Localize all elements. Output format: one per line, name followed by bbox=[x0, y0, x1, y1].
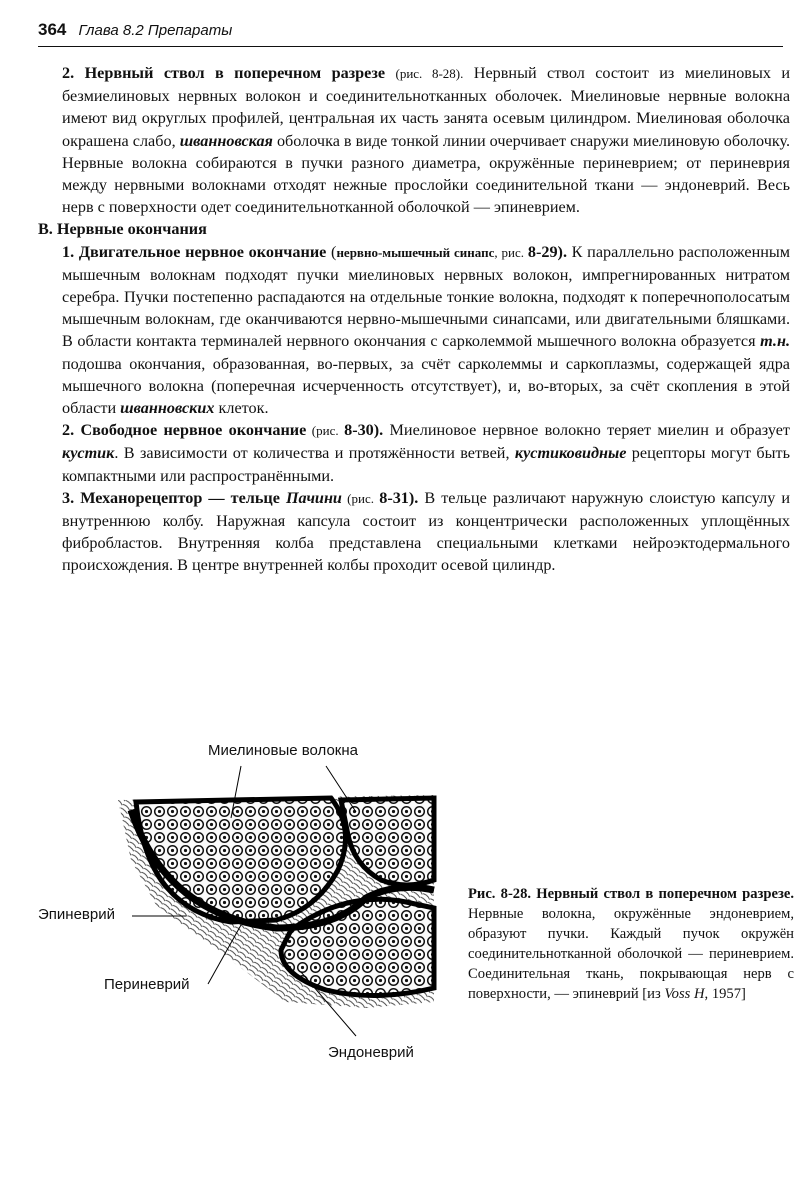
abbreviation: т.н. bbox=[760, 332, 790, 351]
paragraph-motor-ending bbox=[38, 241, 790, 420]
figure-ref-prefix: (рис. bbox=[306, 423, 345, 439]
page-number: 364 bbox=[38, 20, 67, 39]
caption-number: Рис. 8-28. bbox=[468, 886, 532, 902]
figure-ref: (рис. 8-28). bbox=[395, 66, 464, 81]
paragraph-text: подошва окончания, образованная, во-первых, за счёт сарколеммы и саркоплазмы, содержащей ядра мышечного волокна (поперечная исчерченность отсутствует), и, во-вторых, за счёт скопления в этой области bbox=[62, 354, 790, 418]
paragraph-text: К параллельно расположенным мышечным волокнам подходят пучки миелиновых нервных волокон, импрегнированных нитратом серебра. Пучки постепенно распадаются на отдельные тонкие волокна, подходят к поперечнополосатым мышечным волокнам, где оканчиваются нервно-мышечными синапсами, или двигательными бляшками. В области контакта терминалей нервного окончания с сарколеммой мышечного волокна образуется bbox=[62, 242, 791, 351]
paragraph-text: клеток. bbox=[214, 399, 269, 418]
paragraph-text: Нервный ствол состоит из миелиновых и безмиелиновых нервных волокон и соединительнотканных оболочек. Миелиновые нервные волокна имеют вид округлых профилей, центральная их часть занята осевым цилиндром. Миелиновая оболочка окрашена слабо, bbox=[62, 64, 791, 150]
label-myelin-fibers: Миелиновые волокна bbox=[208, 742, 358, 759]
paragraph-nerve-trunk bbox=[38, 62, 790, 218]
paragraph-mechanoreceptor bbox=[38, 487, 790, 577]
term: шванновская bbox=[179, 131, 273, 150]
item-subtitle: нервно-мышечный синапс bbox=[336, 244, 495, 260]
term: шванновских bbox=[120, 399, 215, 418]
caption-author: Voss H bbox=[664, 986, 705, 1002]
item-title: Свободное нервное окончание bbox=[80, 421, 307, 440]
term: кустиковидные bbox=[514, 444, 627, 463]
running-header bbox=[38, 20, 783, 47]
item-number: 3. bbox=[62, 488, 75, 507]
section-heading: В. Нервные окончания bbox=[38, 220, 207, 239]
item-number: 2. bbox=[62, 421, 75, 440]
item-title: Двигательное нервное окончание bbox=[78, 242, 327, 261]
term: Пачини bbox=[285, 488, 342, 507]
item-title: Нервный ствол в поперечном разрезе bbox=[84, 64, 386, 82]
item-number: 1. bbox=[62, 242, 75, 261]
paren: ( bbox=[326, 242, 337, 261]
figure-caption bbox=[468, 884, 794, 1004]
label-perineurium: Периневрий bbox=[104, 976, 190, 993]
caption-title: Нервный ствол в поперечном разрезе. bbox=[536, 886, 794, 902]
label-epineurium: Эпиневрий bbox=[38, 906, 115, 923]
caption-text: Нервные волокна, окружённые эндоневрием, образуют пучки. Каждый пучок окружён соединительнотканной оболочкой — периневрием. Соединительная ткань, покрывающая нерв с поверхности, — эпиневрий [из bbox=[468, 906, 794, 1002]
paragraph-text: оболочка в виде тонкой линии очерчивает снаружи миелиновую оболочку. Нервные волокна собираются в пучки разного диаметра, окружённые периневрием; от периневрия между нервными волокнами отходят нежные прослойки соединительной ткани — эндоневрий. Весь нерв с поверхности одет соединительнотканной оболочкой — эпиневрием. bbox=[62, 131, 790, 217]
figure-ref: 8-29). bbox=[527, 242, 567, 261]
paragraph-text: рецепторы могут быть компактными или распространёнными. bbox=[62, 444, 790, 485]
label-endoneurium: Эндоневрий bbox=[328, 1044, 414, 1061]
item-number: 2. bbox=[62, 64, 75, 82]
paragraph-text: В тельце различают наружную слоистую капсулу и внутреннюю колбу. Наружная капсула состоит из концентрически расположенных уплощённых фибробластов. Внутренняя колба представлена специальными клетками нейроэктодермального происхождения. В центре внутренней колбы проходит осевой цилиндр. bbox=[62, 488, 790, 575]
figure-ref-prefix: , рис. bbox=[494, 244, 528, 260]
caption-text: , 1957] bbox=[704, 986, 746, 1002]
paragraph-text: Миелиновое нервное волокно теряет миелин и образует bbox=[383, 421, 790, 440]
paragraph-free-ending bbox=[38, 419, 790, 487]
term: кустик bbox=[62, 444, 115, 463]
item-title: Механорецептор — тельце bbox=[80, 488, 280, 507]
chapter-title: Глава 8.2 Препараты bbox=[78, 22, 233, 39]
figure-ref: 8-30). bbox=[344, 421, 384, 440]
figure-nerve-trunk bbox=[36, 740, 456, 1080]
figure-ref-prefix: (рис. bbox=[341, 490, 380, 506]
body-text bbox=[38, 62, 790, 577]
figure-ref: 8-31). bbox=[379, 488, 419, 507]
paragraph-text: . В зависимости от количества и протяжённости ветвей, bbox=[114, 444, 515, 463]
